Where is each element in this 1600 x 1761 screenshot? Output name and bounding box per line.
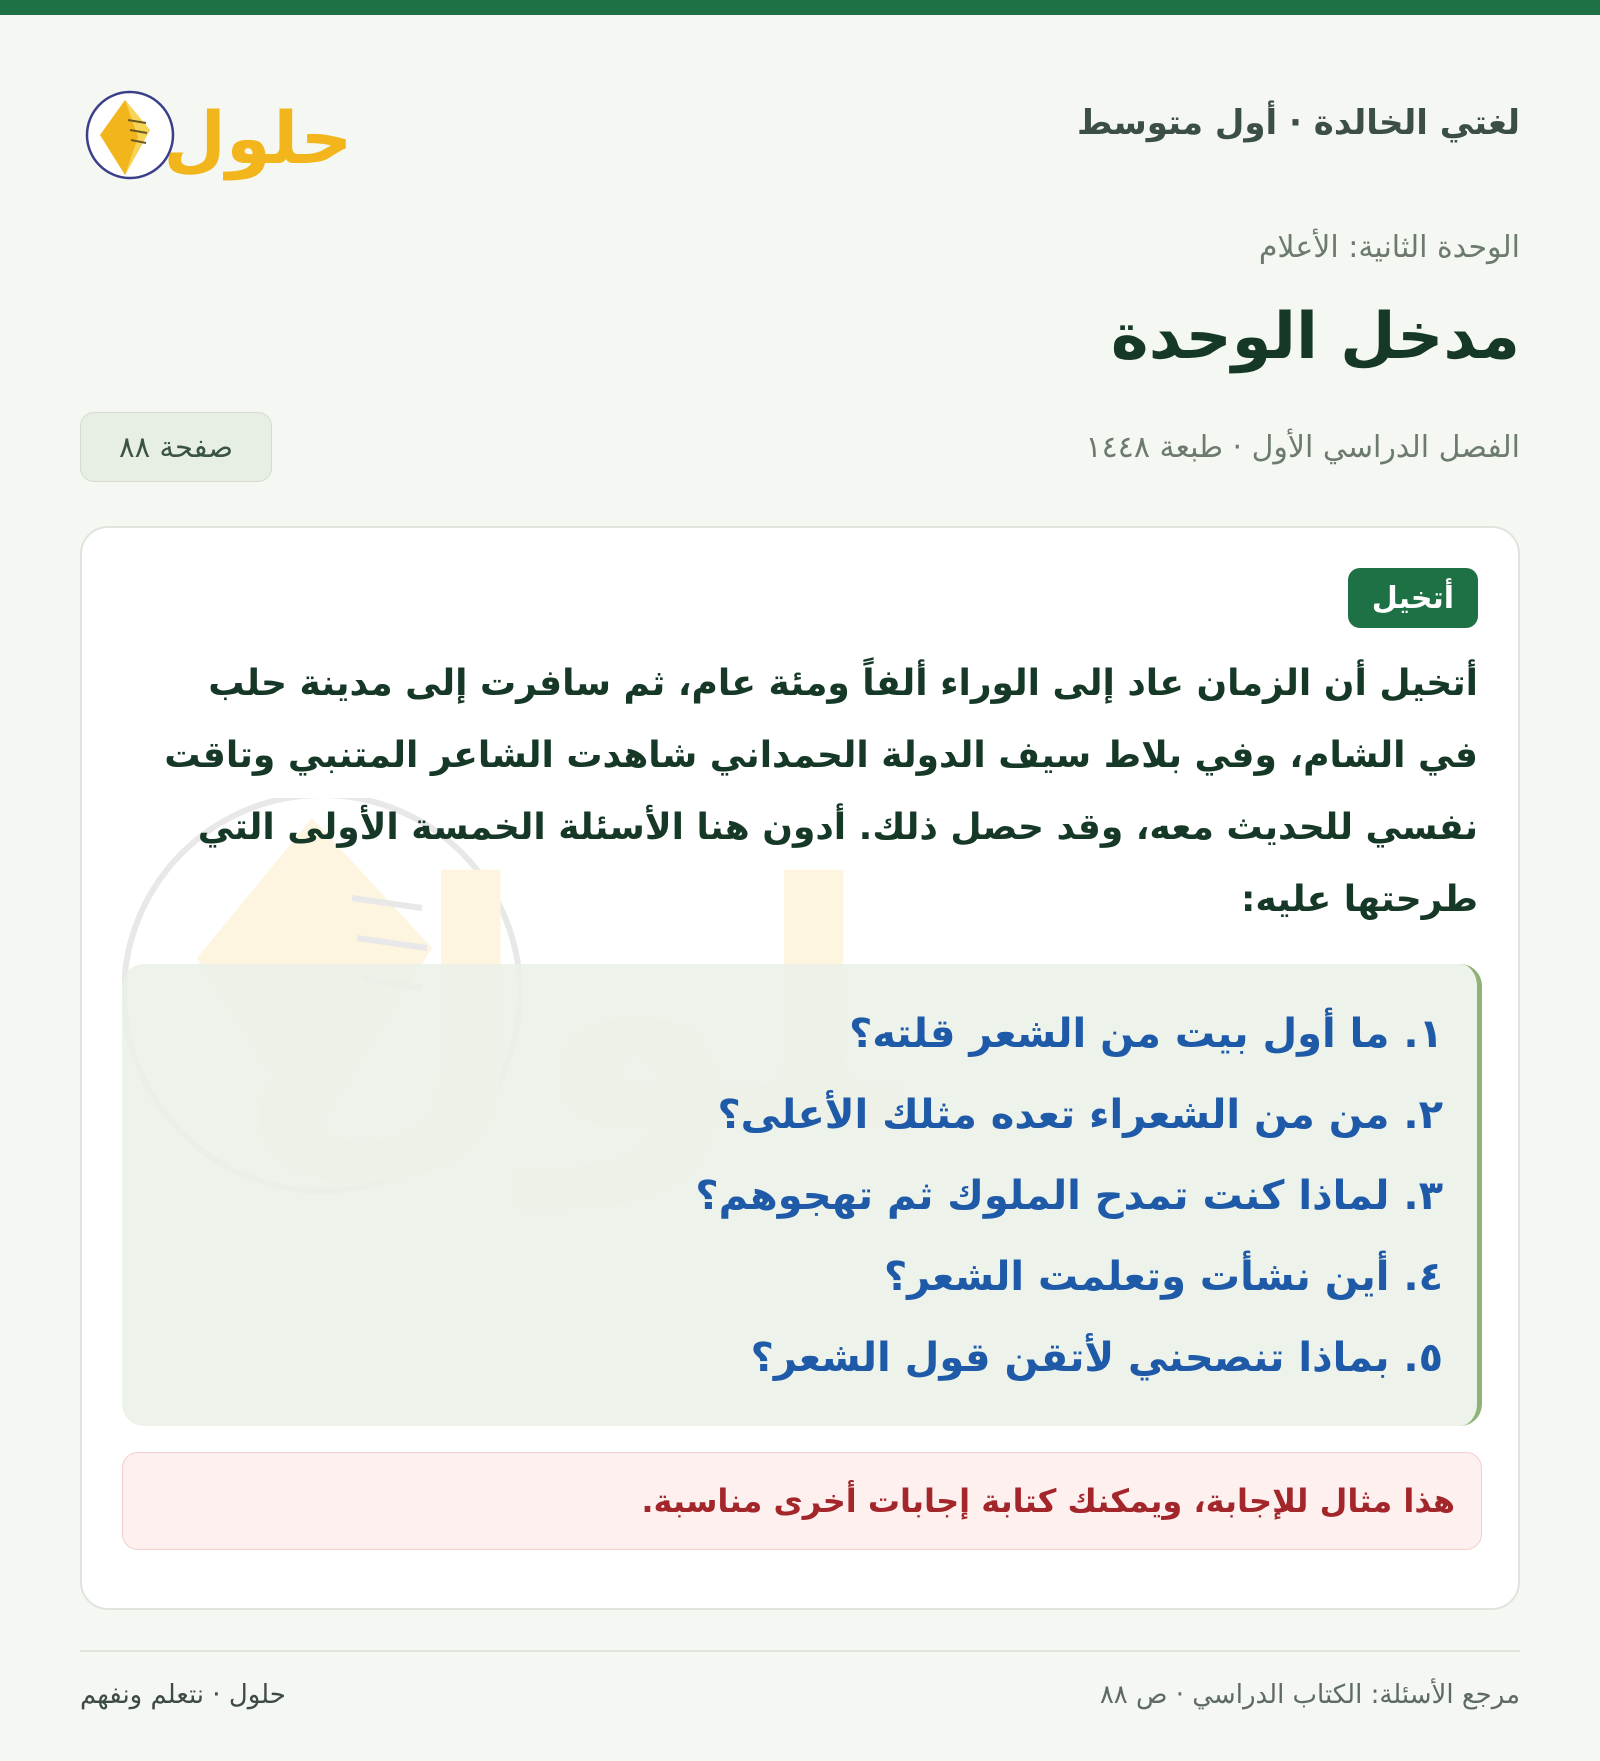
answer-questions-box bbox=[122, 964, 1482, 1426]
question-item: ٢. من من الشعراء تعده مثلك الأعلى؟ bbox=[717, 1092, 1443, 1138]
page-title: مدخل الوحدة bbox=[1110, 300, 1520, 374]
logo-wordmark: حلول bbox=[163, 96, 353, 180]
answer-note: هذا مثال للإجابة، ويمكنك كتابة إجابات أخرى مناسبة. bbox=[122, 1452, 1482, 1550]
top-accent-bar bbox=[0, 0, 1600, 15]
exercise-prompt: أتخيل أن الزمان عاد إلى الوراء ألفاً ومئة عام، ثم سافرت إلى مدينة حلب في الشام، وفي بلاط سيف الدولة الحمداني شاهدت الشاعر المتنبي وتاقت نفسي للحديث معه، وقد حصل ذلك. أدون هنا الأسئلة الخمسة الأولى التي طرحتها عليه: bbox=[164, 663, 1478, 920]
term-edition-meta: الفصل الدراسي الأول · طبعة ١٤٤٨ bbox=[1085, 430, 1520, 465]
unit-label: الوحدة الثانية: الأعلام bbox=[1258, 230, 1520, 265]
page-number-badge: صفحة ٨٨ bbox=[80, 412, 272, 482]
footer-reference: مرجع الأسئلة: الكتاب الدراسي · ص ٨٨ bbox=[1099, 1680, 1520, 1710]
section-tag: أتخيل bbox=[1348, 568, 1478, 628]
question-item: ٥. بماذا تنصحني لأتقن قول الشعر؟ bbox=[750, 1335, 1443, 1381]
footer-divider bbox=[80, 1650, 1520, 1652]
question-item: ١. ما أول بيت من الشعر قلته؟ bbox=[849, 1011, 1443, 1057]
logo[interactable] bbox=[80, 85, 380, 185]
question-item: ٣. لماذا كنت تمدح الملوك ثم تهجوهم؟ bbox=[695, 1173, 1443, 1219]
question-item: ٤. أين نشأت وتعلمت الشعر؟ bbox=[883, 1254, 1443, 1300]
footer-brand[interactable]: حلول · نتعلم ونفهم bbox=[80, 1680, 286, 1710]
book-title: لغتي الخالدة · أول متوسط bbox=[1076, 103, 1520, 143]
page-header bbox=[80, 75, 1520, 185]
exercise-card bbox=[80, 526, 1520, 1610]
book-icon bbox=[87, 92, 173, 178]
